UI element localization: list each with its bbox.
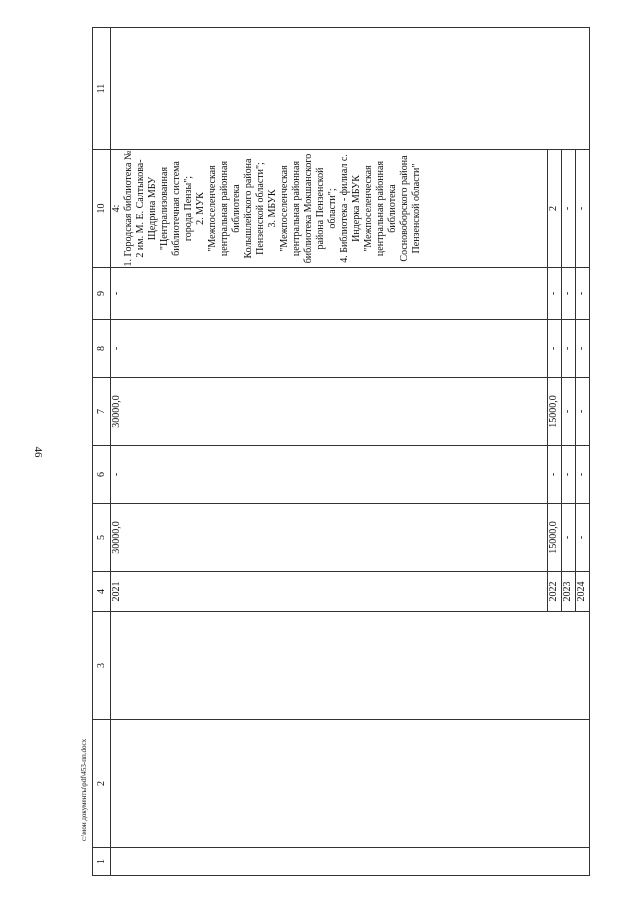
col-header: 9 xyxy=(93,268,111,320)
cell-year: 2022 xyxy=(548,572,562,612)
cell: - xyxy=(576,446,590,504)
cell xyxy=(111,28,590,150)
cell: - xyxy=(576,378,590,446)
cell-year: 2023 xyxy=(562,572,576,612)
table-row xyxy=(111,28,548,876)
cell: - xyxy=(576,320,590,378)
cell: - xyxy=(562,504,576,572)
cell: - xyxy=(111,446,548,504)
cell: - xyxy=(548,268,562,320)
cell xyxy=(111,612,590,720)
cell: - xyxy=(562,268,576,320)
cell: 15000,0 xyxy=(548,378,562,446)
cell: - xyxy=(562,446,576,504)
cell: 30000,0 xyxy=(111,504,548,572)
cell: 2 xyxy=(548,150,562,268)
cell: - xyxy=(562,150,576,268)
col-header: 2 xyxy=(93,720,111,848)
cell: - xyxy=(562,378,576,446)
cell: 30000,0 xyxy=(111,378,548,446)
cell xyxy=(111,720,590,848)
cell: - xyxy=(111,320,548,378)
col-header: 10 xyxy=(93,150,111,268)
cell: - xyxy=(576,268,590,320)
page-number: 46 xyxy=(32,446,44,458)
col-header: 1 xyxy=(93,848,111,876)
col-header: 4 xyxy=(93,572,111,612)
cell: - xyxy=(576,504,590,572)
cell-year: 2024 xyxy=(576,572,590,612)
col-header: 8 xyxy=(93,320,111,378)
col-header: 5 xyxy=(93,504,111,572)
cell: - xyxy=(548,320,562,378)
col-header: 6 xyxy=(93,446,111,504)
cell: - xyxy=(111,268,548,320)
cell: - xyxy=(562,320,576,378)
col-header: 11 xyxy=(93,28,111,150)
table-container xyxy=(92,28,590,876)
cell-libraries: 4: 1. Городская библиотека № 2 им. М. Е. Салтыкова-Щедрина МБУ "Централизованная библиотечная система города Пензы"; 2. МУК "Межпоселенческая центральная районная библиотека Колышлейского района Пензенской области"; 3. МБУК "Межпоселенческая центральная районная библиотека Мокшанского района Пензенской области"; 4. Библиотека - филиал с. Индерка МБУК "Межпоселенческая центральная районная библиотека Сосновоборского района Пензенской области" xyxy=(111,150,548,268)
footer-file-path: c:\мои документы\pdf\453-пп.docx xyxy=(80,738,88,842)
col-header: 7 xyxy=(93,378,111,446)
cell xyxy=(111,848,590,876)
header-row xyxy=(93,28,111,876)
cell: - xyxy=(548,446,562,504)
data-table xyxy=(92,27,590,876)
cell-year: 2021 xyxy=(111,572,548,612)
col-header: 3 xyxy=(93,612,111,720)
cell: - xyxy=(576,150,590,268)
cell: 15000,0 xyxy=(548,504,562,572)
